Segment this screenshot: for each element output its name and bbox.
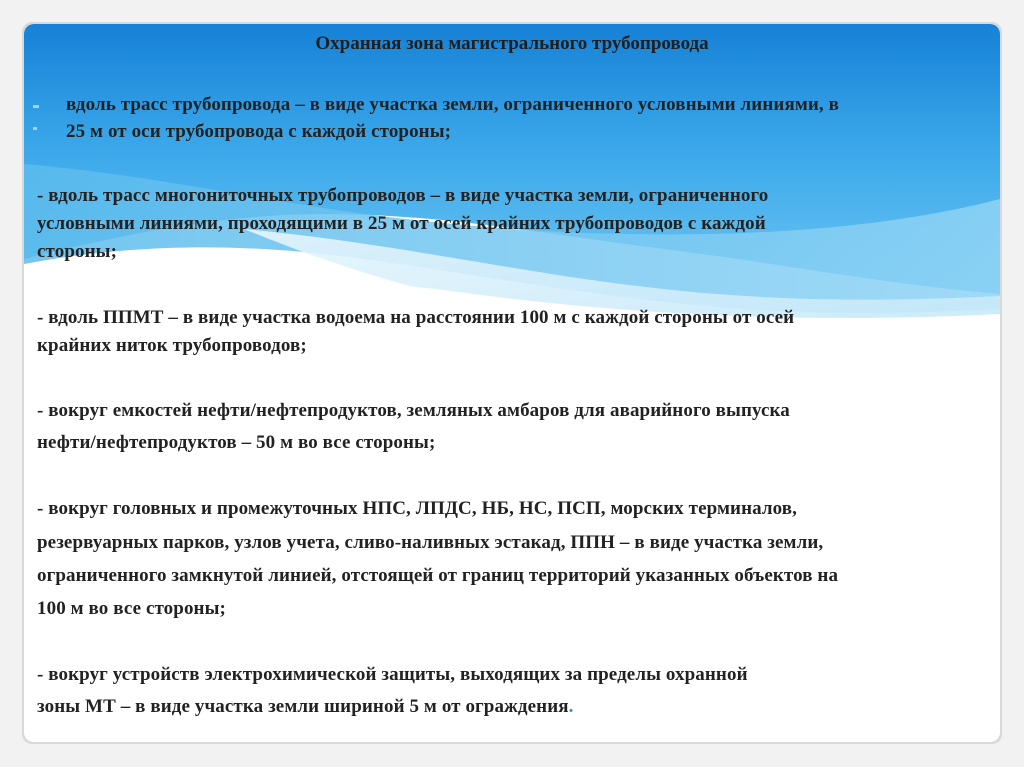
paragraph-line-text: зоны МТ – в виде участка земли шириной 5 м от ограждения <box>37 696 569 717</box>
paragraph-line: - вокруг устройств электрохимической защиты, выходящих за пределы охранной <box>37 664 748 685</box>
paragraph-line <box>37 696 574 718</box>
paragraph-line: резервуарных парков, узлов учета, сливо-наливных эстакад, ППН – в виде участка земли, <box>37 532 824 553</box>
slide <box>24 24 1000 742</box>
end-period: . <box>568 696 574 717</box>
paragraph-line: - вокруг головных и промежуточных НПС, ЛПДС, НБ, НС, ПСП, морских терминалов, <box>37 498 797 519</box>
slide-title: Охранная зона магистрального трубопровода <box>315 33 709 54</box>
paragraph-line: - вдоль трасс многониточных трубопроводов – в виде участка земли, ограниченного <box>37 185 769 206</box>
paragraph-line: - вокруг емкостей нефти/нефтепродуктов, земляных амбаров для аварийного выпуска <box>37 400 790 421</box>
paragraph-line: 100 м во все стороны; <box>37 598 226 619</box>
paragraph-line: стороны; <box>37 241 117 262</box>
bullet-marker <box>33 127 37 130</box>
paragraph-line: нефти/нефтепродуктов – 50 м во все стороны; <box>37 432 436 453</box>
paragraph-line: условными линиями, проходящими в 25 м от осей крайних трубопроводов с каждой <box>37 213 766 234</box>
bullet-marker <box>33 105 39 108</box>
paragraph-line: ограниченного замкнутой линией, отстоящей от границ территорий указанных объектов на <box>37 565 839 586</box>
paragraph-line: - вдоль ППМТ – в виде участка водоема на расстоянии 100 м с каждой стороны от осей <box>37 307 795 328</box>
paragraph-line: вдоль трасс трубопровода – в виде участка земли, ограниченного условными линиями, в <box>66 94 839 115</box>
paragraph-line: 25 м от оси трубопровода с каждой стороны; <box>66 121 452 142</box>
paragraph-line: крайних ниток трубопроводов; <box>37 335 307 356</box>
